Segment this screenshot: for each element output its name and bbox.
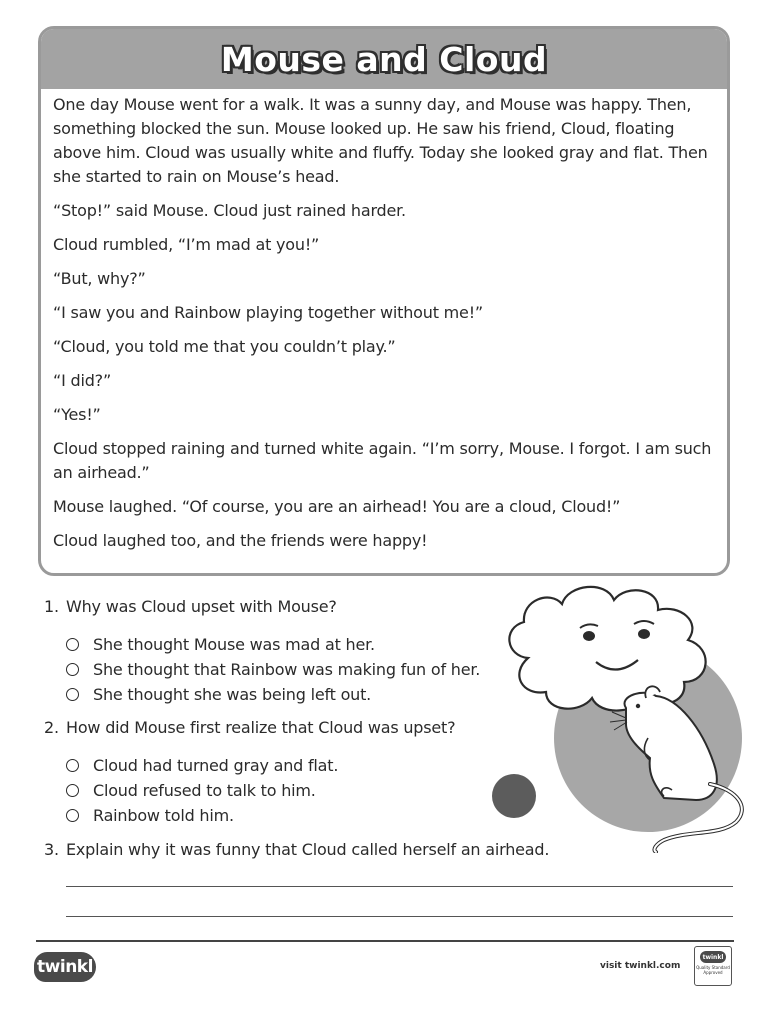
story-paragraph: “But, why?” [53, 269, 146, 288]
answer-option[interactable] [66, 778, 338, 803]
radio-circle-icon[interactable] [66, 663, 79, 676]
question-text: Explain why it was funny that Cloud called herself an airhead. [66, 840, 550, 859]
story-paragraph: Cloud stopped raining and turned white again. “I’m sorry, Mouse. I forgot. I am such an airhead.” [53, 439, 712, 482]
option-label: She thought she was being left out. [93, 685, 372, 704]
badge-logo: twinkl [700, 951, 726, 963]
story-body [41, 89, 727, 553]
story-paragraph: “I did?” [53, 371, 112, 390]
answer-line[interactable] [66, 916, 733, 917]
radio-circle-icon[interactable] [66, 688, 79, 701]
twinkl-logo[interactable] [34, 952, 96, 982]
cloud-eye [583, 631, 595, 641]
mouse-eye [636, 704, 640, 708]
ball-circle [492, 774, 536, 818]
question-number: 1. [44, 597, 59, 616]
answer-option[interactable] [66, 682, 480, 707]
answer-option[interactable] [66, 753, 338, 778]
title-bar [41, 29, 727, 89]
answer-line[interactable] [66, 886, 733, 887]
page-title: Mouse and Cloud [220, 39, 548, 79]
story-paragraph: One day Mouse went for a walk. It was a sunny day, and Mouse was happy. Then, something blocked the sun. Mouse looked up. He saw his friend, Cloud, floating above him. Cloud was usually white and fluffy. Today she looked gray and flat. Then she started to rain on Mouse’s head. [53, 95, 708, 186]
story-box [38, 26, 730, 576]
story-paragraph: “Stop!” said Mouse. Cloud just rained harder. [53, 201, 406, 220]
answer-option[interactable] [66, 657, 480, 682]
question-1 [44, 596, 337, 618]
question-number: 2. [44, 718, 59, 737]
option-label: Cloud refused to talk to him. [93, 781, 316, 800]
question-1-options [66, 632, 480, 707]
option-label: Rainbow told him. [93, 806, 234, 825]
answer-option[interactable] [66, 632, 480, 657]
radio-circle-icon[interactable] [66, 809, 79, 822]
question-text: How did Mouse first realize that Cloud was upset? [66, 718, 456, 737]
option-label: Cloud had turned gray and flat. [93, 756, 339, 775]
radio-circle-icon[interactable] [66, 784, 79, 797]
footer-divider [36, 940, 734, 942]
story-paragraph: Cloud laughed too, and the friends were happy! [53, 531, 428, 550]
question-text: Why was Cloud upset with Mouse? [66, 597, 337, 616]
badge-text: Quality Standard Approved [696, 965, 730, 975]
question-2-options [66, 753, 338, 828]
radio-circle-icon[interactable] [66, 759, 79, 772]
cloud-eye [638, 629, 650, 639]
story-paragraph: “Yes!” [53, 405, 101, 424]
logo-text: twinkl [37, 957, 93, 977]
cloud-icon [509, 587, 705, 711]
option-label: She thought that Rainbow was making fun of her. [93, 660, 481, 679]
question-number: 3. [44, 840, 59, 859]
answer-option[interactable] [66, 803, 338, 828]
cloud-and-mouse-illustration [488, 578, 758, 853]
story-paragraph: Cloud rumbled, “I’m mad at you!” [53, 235, 320, 254]
option-label: She thought Mouse was mad at her. [93, 635, 375, 654]
story-paragraph: “Cloud, you told me that you couldn’t play.” [53, 337, 396, 356]
quality-badge-icon [694, 946, 732, 986]
radio-circle-icon[interactable] [66, 638, 79, 651]
story-paragraph: Mouse laughed. “Of course, you are an airhead! You are a cloud, Cloud!” [53, 497, 621, 516]
story-paragraph: “I saw you and Rainbow playing together without me!” [53, 303, 484, 322]
question-2 [44, 717, 455, 739]
visit-link[interactable]: visit twinkl.com [600, 961, 681, 971]
